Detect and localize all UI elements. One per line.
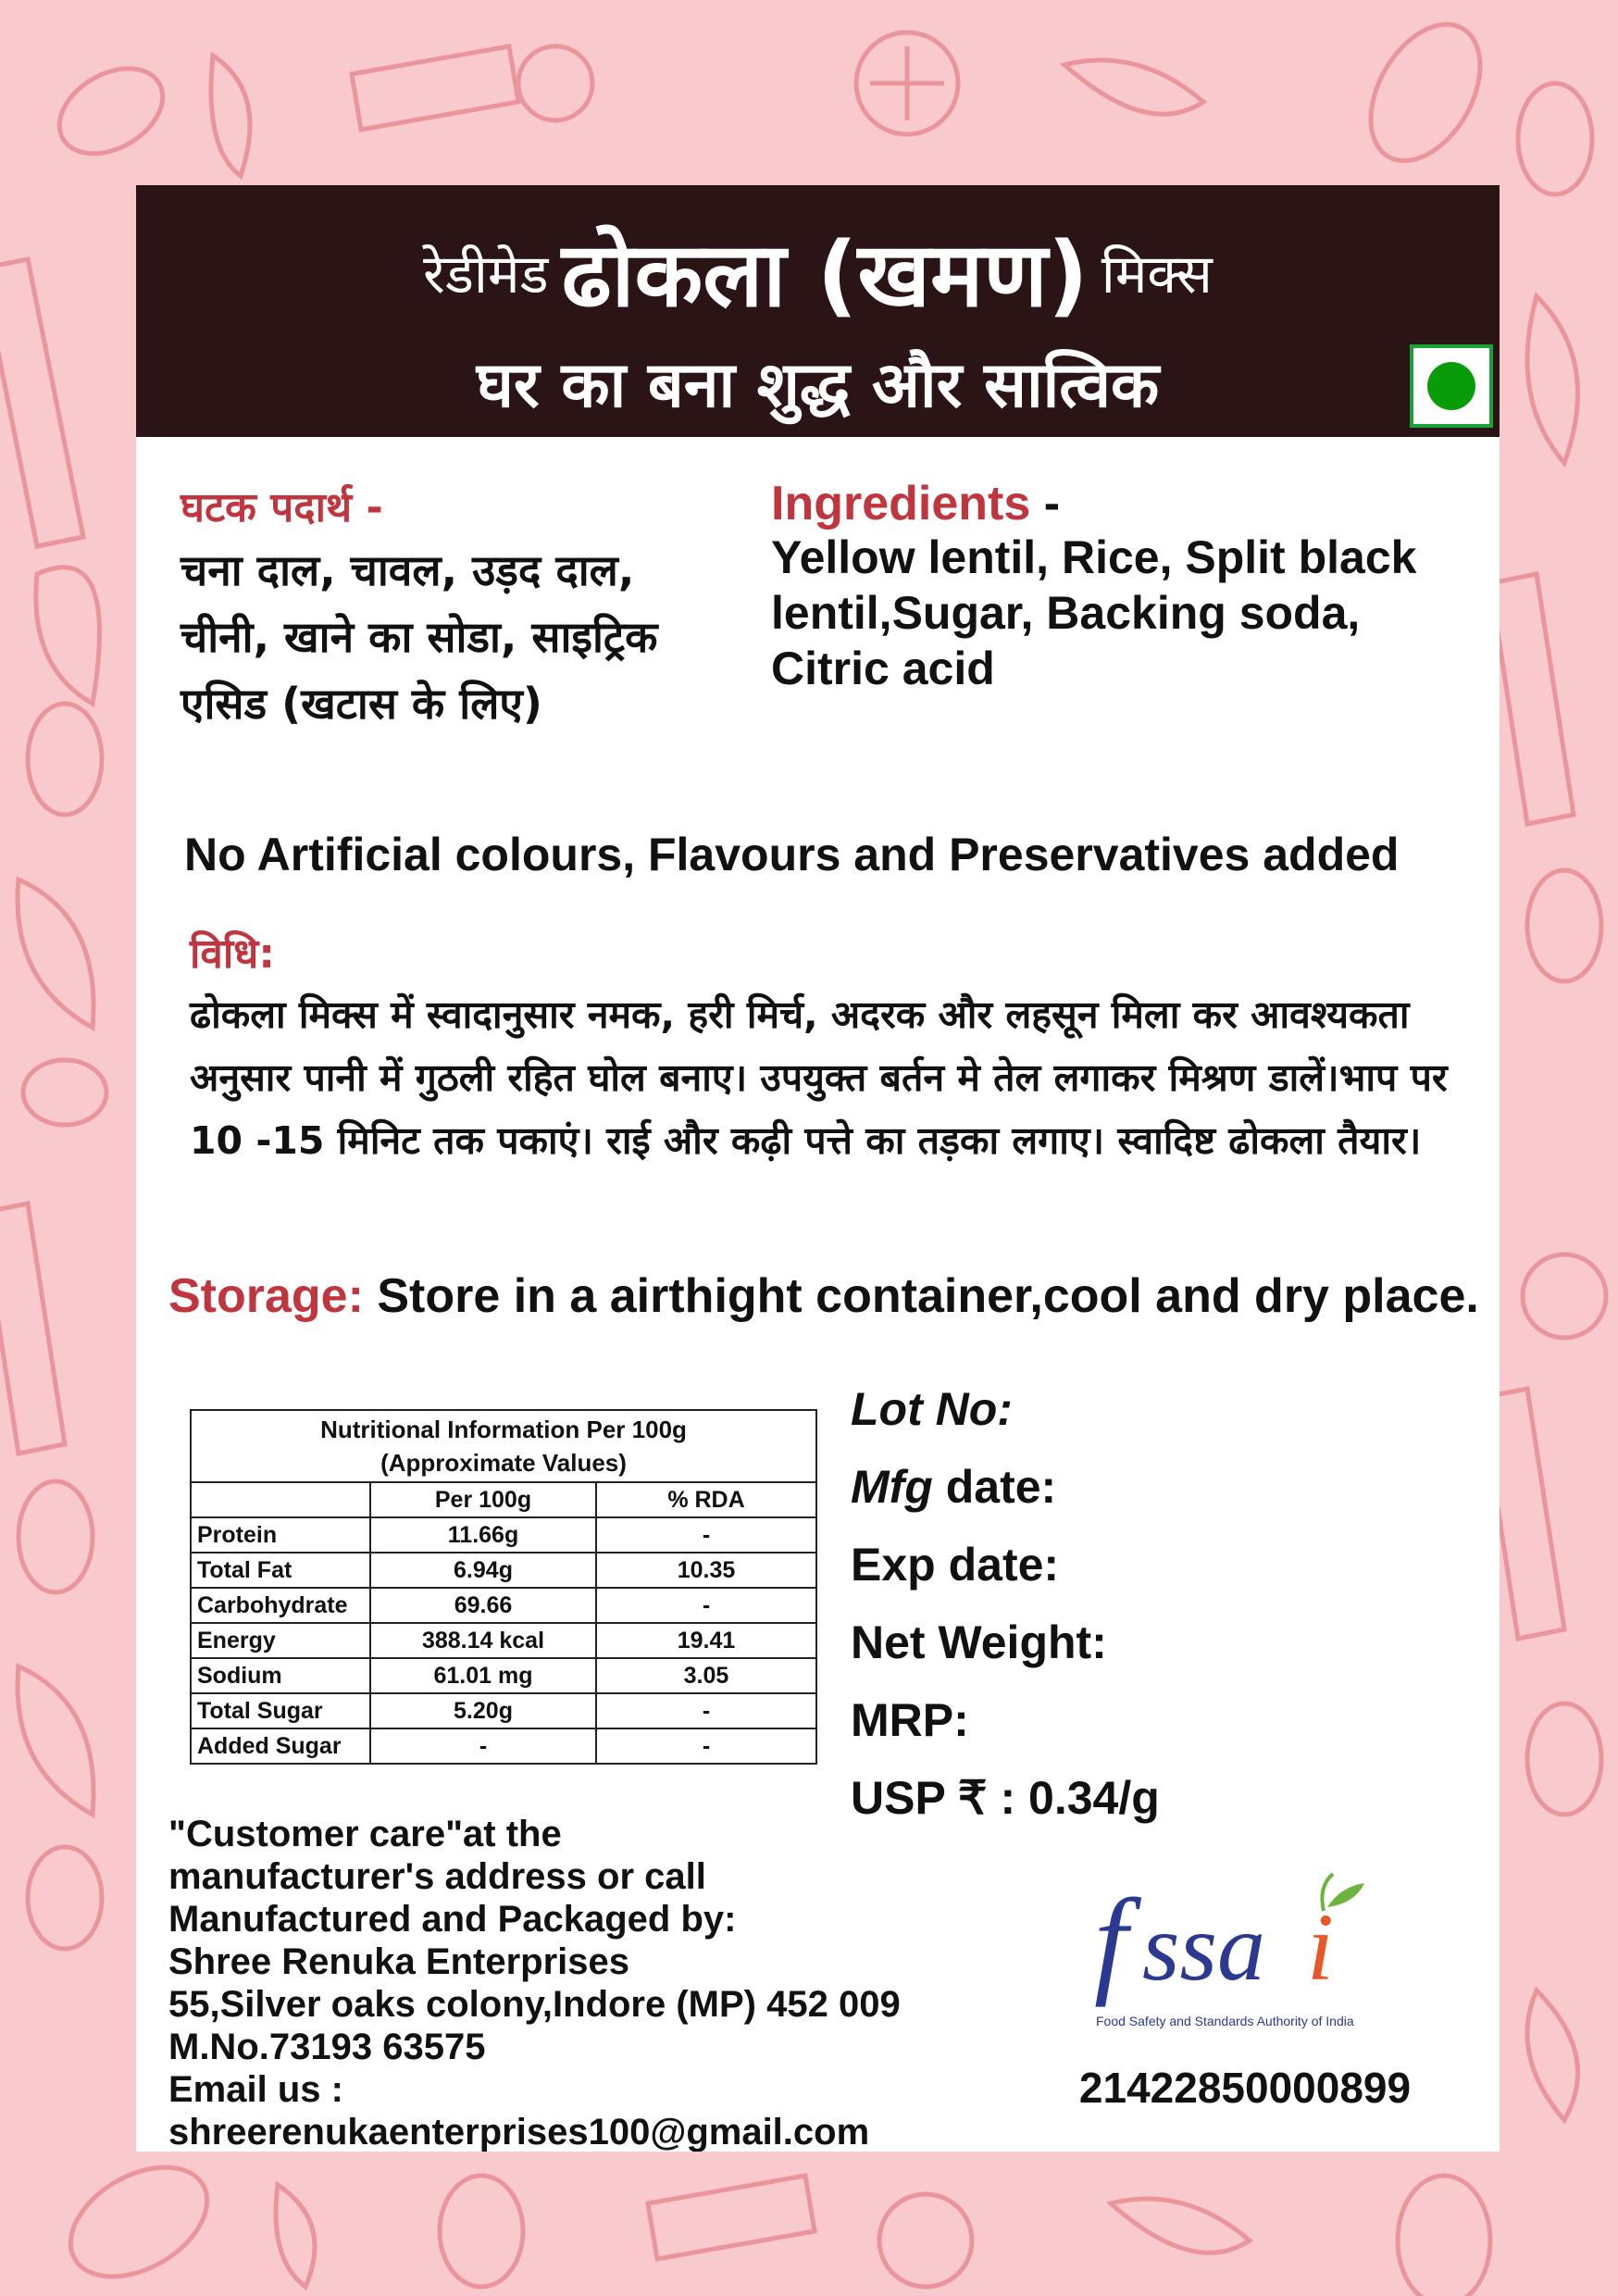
fssai-license-number: 21422850000899 (1078, 2064, 1412, 2112)
svg-text:i: i (1307, 1894, 1334, 2001)
nutrient-per-100g: 5.20g (370, 1693, 596, 1728)
table-row (191, 1728, 816, 1764)
ingredients-english-heading (771, 476, 1060, 531)
title-prefix: रेडीमेड (423, 243, 549, 306)
ingredients-hindi-heading: घटक पदार्थ - (180, 484, 383, 531)
table-row (191, 1658, 816, 1693)
table-row (191, 1553, 816, 1588)
method-text: ढोकला मिक्स में स्वादानुसार नमक, हरी मिर्च, अदरक और लहसून मिला कर आवश्यकता अनुसार पानी में गुठली रहित घोल बनाए। उपयुक्त बर्तन मे तेल लगाकर मिश्रण डालें।भाप पर 10 -15 मिनिट तक पकाएं। राई और कढ़ी पत्ते का तड़का लगाए। स्वादिष्ट ढोकला तैयार। (190, 992, 1448, 1163)
nutrient-name: Protein (191, 1517, 370, 1553)
email-label: Email us : (168, 2069, 343, 2110)
nutrition-header-per: Per 100g (370, 1482, 596, 1517)
customer-care-line: "Customer care"at the (168, 1814, 562, 1854)
table-row (191, 1517, 816, 1553)
email-address: shreerenukaenterprises100@gmail.com (168, 2112, 870, 2152)
nutrient-per-100g: 6.94g (370, 1553, 596, 1588)
product-subtitle: घर का बना शुद्ध और सात्विक (476, 349, 1160, 422)
manufacturer-phone: M.No.73193 63575 (168, 2027, 486, 2067)
title-main: ढोकला (खमण) (561, 223, 1089, 327)
table-row (191, 1693, 816, 1728)
nutrition-caption (191, 1410, 816, 1482)
nutrition-header-rda: % RDA (596, 1482, 816, 1517)
mfg-date-label (851, 1448, 1406, 1526)
manufacturer-label: Manufactured and Packaged by: (168, 1899, 737, 1940)
manufacturer-address: 55,Silver oaks colony,Indore (MP) 452 009 (168, 1984, 901, 2025)
vegetarian-mark-icon (1410, 344, 1493, 428)
nutrient-rda: 19.41 (596, 1623, 816, 1658)
manufacturer-info (168, 1813, 1002, 2152)
title-suffix: मिक्स (1101, 243, 1213, 306)
vegetarian-dot-icon (1427, 362, 1475, 410)
method-heading: विधि: (190, 930, 275, 978)
nutrient-name: Sodium (191, 1658, 370, 1693)
nutrient-name: Added Sugar (191, 1728, 370, 1764)
nutrient-per-100g: - (370, 1728, 596, 1764)
nutrient-name: Energy (191, 1623, 370, 1658)
fssai-logo-icon (1085, 1870, 1390, 2037)
nutrition-header-blank (191, 1482, 370, 1517)
net-weight-label: Net Weight: (851, 1616, 1107, 1668)
nutrient-rda: - (596, 1693, 816, 1728)
fssai-tagline: Food Safety and Standards Authority of India (1096, 2014, 1354, 2028)
table-row (191, 1623, 816, 1658)
svg-text:f: f (1094, 1875, 1128, 2008)
product-title (136, 211, 1500, 332)
ingredients-hindi-text: चना दाल, चावल, उड़द दाल, चीनी, खाने का सोडा, साइट्रिक एसिड (खटास के लिए) (180, 545, 658, 729)
ingredients-label: Ingredients (771, 477, 1031, 530)
usp-label: USP ₹ : 0.34/g (851, 1772, 1160, 1824)
nutrient-rda: - (596, 1728, 816, 1764)
customer-care-line: manufacturer's address or call (168, 1856, 706, 1897)
table-row (191, 1588, 816, 1623)
nutrient-name: Total Fat (191, 1553, 370, 1588)
ingredients-dash: - (1030, 477, 1061, 530)
nutrition-caption-line2: (Approximate Values) (380, 1449, 627, 1477)
storage-text: Store in a airthight container,cool and dry place. (363, 1269, 1479, 1323)
nutrient-per-100g: 11.66g (370, 1517, 596, 1553)
nutrient-name: Carbohydrate (191, 1588, 370, 1623)
nutrition-caption-line1: Nutritional Information Per 100g (320, 1416, 687, 1443)
mfg-label-rest: date: (932, 1461, 1057, 1513)
nutrient-per-100g: 61.01 mg (370, 1658, 596, 1693)
nutrition-caption-row (191, 1410, 816, 1482)
nutrition-header-row (191, 1482, 816, 1517)
nutrient-per-100g: 388.14 kcal (370, 1623, 596, 1658)
exp-date-label: Exp date: (851, 1539, 1060, 1591)
product-label (136, 185, 1500, 2152)
nutrient-per-100g: 69.66 (370, 1588, 596, 1623)
ingredients-english-text: Yellow lentil, Rice, Split black lentil,Sugar, Backing soda, Citric acid (771, 531, 1417, 694)
no-artificial-statement: No Artificial colours, Flavours and Preservatives added (184, 829, 1400, 880)
svg-text:ssa: ssa (1142, 1894, 1265, 2001)
nutrient-rda: 3.05 (596, 1658, 816, 1693)
nutrition-table (190, 1409, 817, 1765)
lot-number-label: Lot No: (851, 1383, 1013, 1435)
nutrient-rda: - (596, 1517, 816, 1553)
nutrient-name: Total Sugar (191, 1693, 370, 1728)
nutrient-rda: 10.35 (596, 1553, 816, 1588)
label-header (136, 185, 1500, 437)
mrp-label: MRP: (851, 1694, 969, 1746)
storage-instructions (168, 1268, 1483, 1324)
storage-label: Storage: (168, 1269, 364, 1323)
mfg-label-italic: Mfg (851, 1461, 933, 1513)
nutrient-rda: - (596, 1588, 816, 1623)
batch-details (851, 1370, 1406, 1837)
manufacturer-name: Shree Renuka Enterprises (168, 1941, 629, 1982)
